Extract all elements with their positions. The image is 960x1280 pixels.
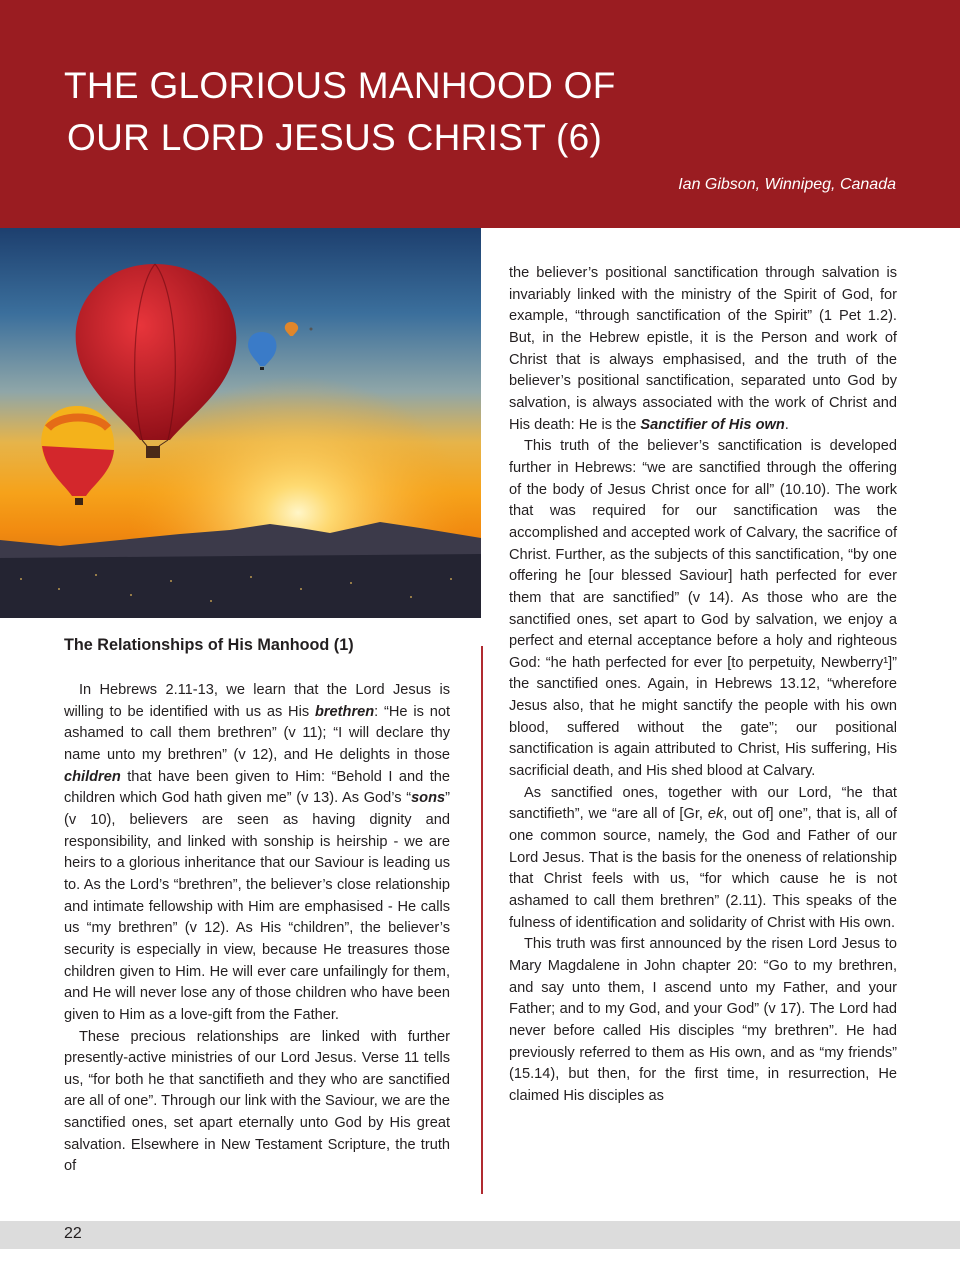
text-run: In Hebrews 2.11-13, we learn that the Lord Jesus is willing to be identified with us as His <box>64 682 450 720</box>
paragraph: This truth was first announced by the risen Lord Jesus to Mary Magdalene in John chapter 20: “Go to my brethren, and say unto them, I ascend unto my Father, and your Father; and to my God, and your God” (v 17). The Lord had never before called His disciples “my brethren”. He had previously referred to them as His own, and as “my friends” (15.14), but then, for the first time, in resurrection, He claimed His disciples as <box>509 936 897 1104</box>
emphasis-children: children <box>64 768 121 785</box>
text-run: . <box>784 416 789 433</box>
emphasis-sanctifier: Sanctifier of His own <box>640 416 785 433</box>
paragraph <box>509 783 897 935</box>
paragraph: These precious relationships are linked with further presently-active ministries of our Lord Jesus. Verse 11 tells us, “for both he that sanctifieth and they who are sanctified are all of one”. Through our link with the Saviour, we are the sanctified ones, set apart eternally unto God by His great salvation. Elsewhere in New Testament Scripture, the truth of <box>64 1028 450 1175</box>
article-title <box>64 60 616 164</box>
emphasis-ek: ek <box>707 806 724 823</box>
section-heading: The Relationships of His Manhood (1) <box>64 636 354 654</box>
column-divider <box>481 646 483 1194</box>
text-run: As sanctified ones, together with our Lord, “he that sanctifieth”, we “are all of [Gr, <box>509 784 897 823</box>
footer-bar <box>0 1221 960 1249</box>
text-run: : “He is not ashamed to call them brethren” (v 11); “I will declare thy name unto my brethren” (v 12), and He delights in those <box>64 703 451 763</box>
text-run: ” (v 10), believers are seen as having dignity and responsibility, and linked with sonship is heirship - we are heirs to a glorious inheritance that our Saviour is leading us to. As the Lord’s “brethren”, the believer’s close relationship and intimate fellowship with Him are emphasised - He calls us “my brethren” (v 12). As His “children”, the believer’s security is especially in view, because He treasures those children given to Him. He will ever care unfailingly for them, and He will never lose any of those children who have been given to Him as a love-gift from the Father. <box>64 790 450 1023</box>
author-byline: Ian Gibson, Winnipeg, Canada <box>678 176 896 193</box>
paragraph <box>509 263 897 436</box>
text-run: the believer’s positional sanctification through salvation is invariably linked with the ministry of the Spirit of God, for example, “through sanctification of the Spirit” (1 Pet 1.2). But, in the Hebrew epistle, it is the Person and work of Christ that is always emphasised, and the truth of the believer’s positional sanctification, separated unto God by salvation, is always associated with the work of Christ and His death: He is the <box>509 265 897 433</box>
text-run: , out of] one”, that is, all of one common source, namely, the God and Father of our Lord Jesus. That is the basis for the oneness of relationship that Christ feels with us, “for which cause he is not ashamed to call them brethren” (2.11). This speaks of the fulness of identification and solidarity of Christ with His own. <box>509 806 897 931</box>
paragraph: This truth of the believer’s sanctification is developed further in Hebrews: “we are sanctified through the offering of the body of Jesus Christ once for all” (10.10). The work that was required for our sanctification was the accomplished and accepted work of Calvary, the sacrifice of Christ. Further, as the subjects of this sanctification, “by one offering he [our blessed Saviour] hath perfected for ever them that are sanctified” (v 14). As those who are the sanctified ones, set apart to God by salvation, we enjoy a perfect and eternal acceptance before a holy and righteous God: “he hath perfected for ever [to perpetuity, Newberry¹]” the sanctified ones. Again, in Hebrews 13.12, “wherefore Jesus also, that he might sanctify the people with his own blood, suffered without the gate”; our positional sanctification is again attributed to Christ, His suffering, His sacrificial death, and His shed blood at Calvary. <box>509 438 897 780</box>
emphasis-sons: sons <box>411 790 446 807</box>
page-number: 22 <box>64 1225 82 1242</box>
right-text-column <box>509 263 897 1108</box>
title-line-2: OUR LORD JESUS CHRIST (6) <box>67 117 603 158</box>
title-line-1: THE GLORIOUS MANHOOD OF <box>64 65 616 106</box>
paragraph <box>64 680 450 1027</box>
text-run: that have been given to Him: “Behold I and the children which God hath given me” (v 13). As God’s “ <box>64 768 450 807</box>
left-text-column <box>64 632 450 1178</box>
title-banner <box>0 0 960 228</box>
emphasis-brethren: brethren <box>314 703 375 720</box>
hot-air-balloons-sunset-photo <box>0 228 481 618</box>
